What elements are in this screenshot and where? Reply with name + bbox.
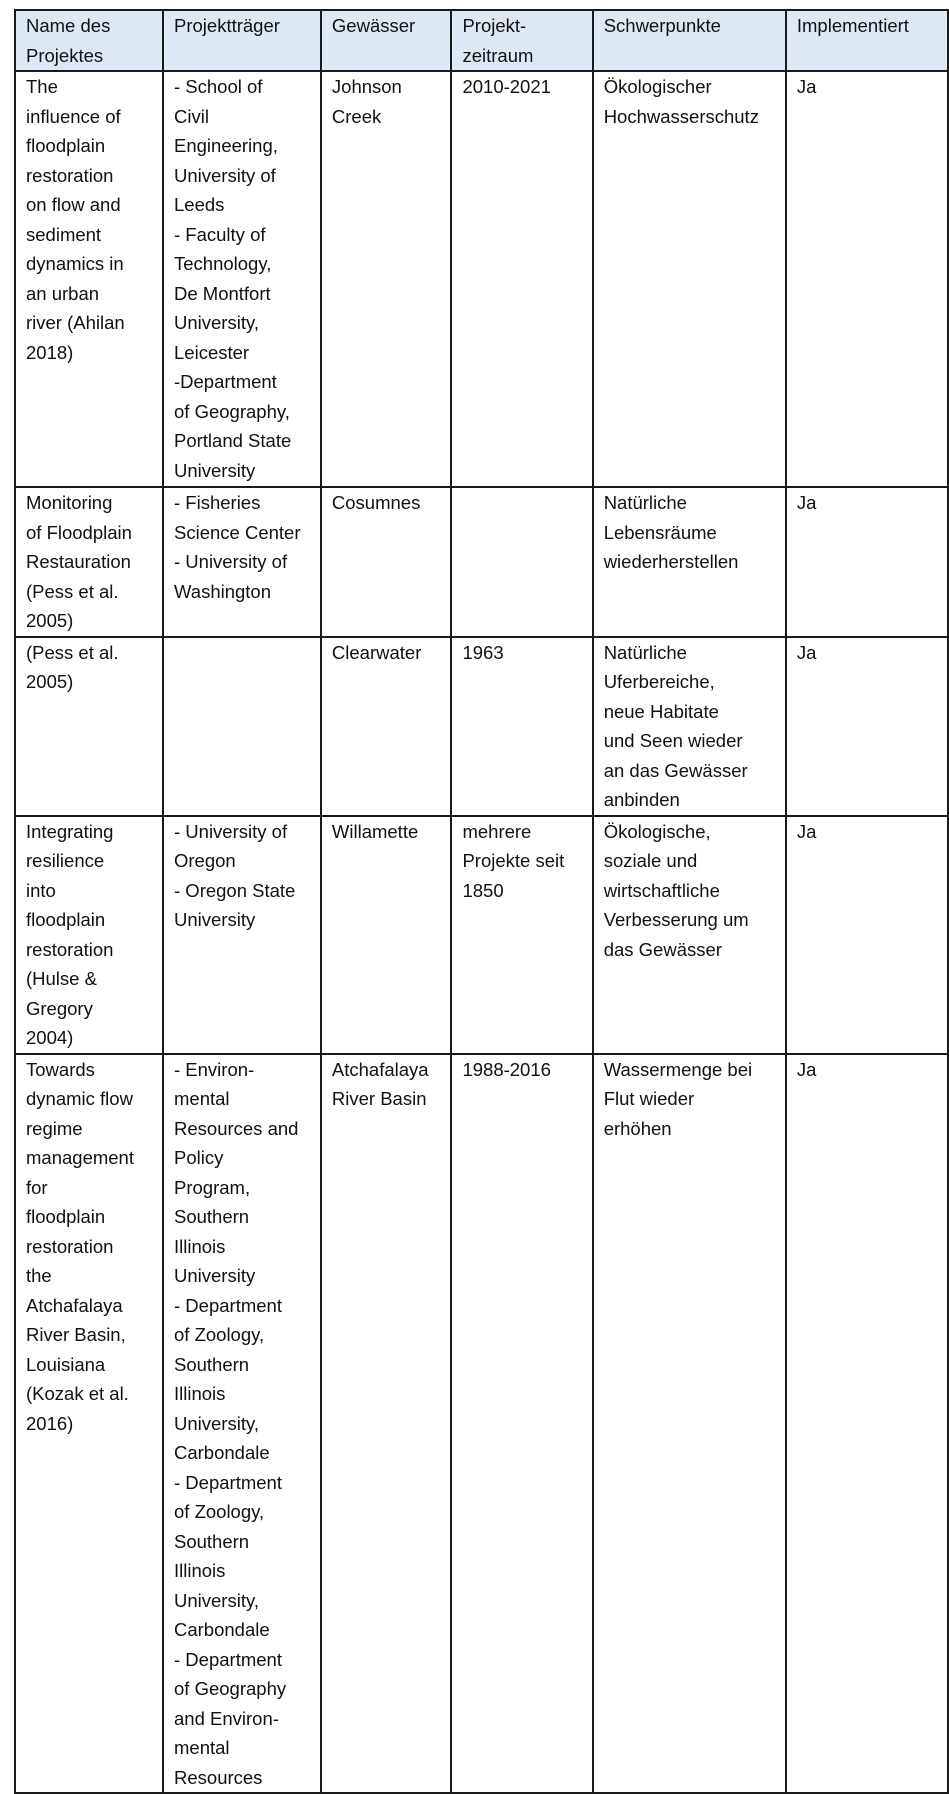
cell-implementiert: Ja — [786, 1054, 948, 1794]
cell-gewaesser: Clearwater — [321, 637, 452, 816]
header-implementiert: Implementiert — [786, 10, 948, 71]
cell-implementiert: Ja — [786, 487, 948, 637]
cell-schwerpunkte: Natürliche Lebensräume wiederherstellen — [593, 487, 786, 637]
header-schwerpunkte: Schwerpunkte — [593, 10, 786, 71]
cell-gewaesser: Willamette — [321, 816, 452, 1054]
cell-implementiert: Ja — [786, 816, 948, 1054]
cell-schwerpunkte: Ökologischer Hochwasserschutz — [593, 71, 786, 487]
cell-traeger: - School of Civil Engineering, University of Leeds - Faculty of Technology, De Montfort University, Leicester -Department of Geography, Portland State University — [163, 71, 321, 487]
cell-traeger: - University of Oregon - Oregon State University — [163, 816, 321, 1054]
cell-gewaesser: Johnson Creek — [321, 71, 452, 487]
header-name: Name des Projektes — [15, 10, 163, 71]
cell-schwerpunkte: Ökologische, soziale und wirtschaftliche Verbesserung um das Gewässer — [593, 816, 786, 1054]
cell-traeger — [163, 637, 321, 816]
table-header-row — [15, 10, 948, 71]
header-traeger: Projektträger — [163, 10, 321, 71]
cell-zeitraum — [451, 487, 592, 637]
cell-zeitraum: 1963 — [451, 637, 592, 816]
cell-zeitraum: 2010-2021 — [451, 71, 592, 487]
cell-traeger: - Environ- mental Resources and Policy Program, Southern Illinois University - Department of Zoology, Southern Illinois University, Carbondale - Department of Zoology, Southern Illinois University, Carbondale - Department of Geography and Environ- mental Resources — [163, 1054, 321, 1794]
cell-gewaesser: Cosumnes — [321, 487, 452, 637]
table-row — [15, 816, 948, 1054]
cell-implementiert: Ja — [786, 637, 948, 816]
table-row — [15, 487, 948, 637]
table-row — [15, 637, 948, 816]
cell-name: Towards dynamic flow regime management for floodplain restoration the Atchafalaya River Basin, Louisiana (Kozak et al. 2016) — [15, 1054, 163, 1794]
cell-implementiert: Ja — [786, 71, 948, 487]
cell-schwerpunkte: Natürliche Uferbereiche, neue Habitate und Seen wieder an das Gewässer anbinden — [593, 637, 786, 816]
table-row — [15, 1054, 948, 1794]
cell-traeger: - Fisheries Science Center - University of Washington — [163, 487, 321, 637]
cell-name: Integrating resilience into floodplain restoration (Hulse & Gregory 2004) — [15, 816, 163, 1054]
cell-name: (Pess et al. 2005) — [15, 637, 163, 816]
cell-name: Monitoring of Floodplain Restauration (Pess et al. 2005) — [15, 487, 163, 637]
header-gewaesser: Gewässer — [321, 10, 452, 71]
cell-schwerpunkte: Wassermenge bei Flut wieder erhöhen — [593, 1054, 786, 1794]
table-row — [15, 71, 948, 487]
projects-table — [14, 9, 949, 1794]
cell-gewaesser: Atchafalaya River Basin — [321, 1054, 452, 1794]
cell-zeitraum: 1988-2016 — [451, 1054, 592, 1794]
header-zeitraum: Projekt- zeitraum — [451, 10, 592, 71]
cell-zeitraum: mehrere Projekte seit 1850 — [451, 816, 592, 1054]
cell-name: The influence of floodplain restoration on flow and sediment dynamics in an urban river (Ahilan 2018) — [15, 71, 163, 487]
